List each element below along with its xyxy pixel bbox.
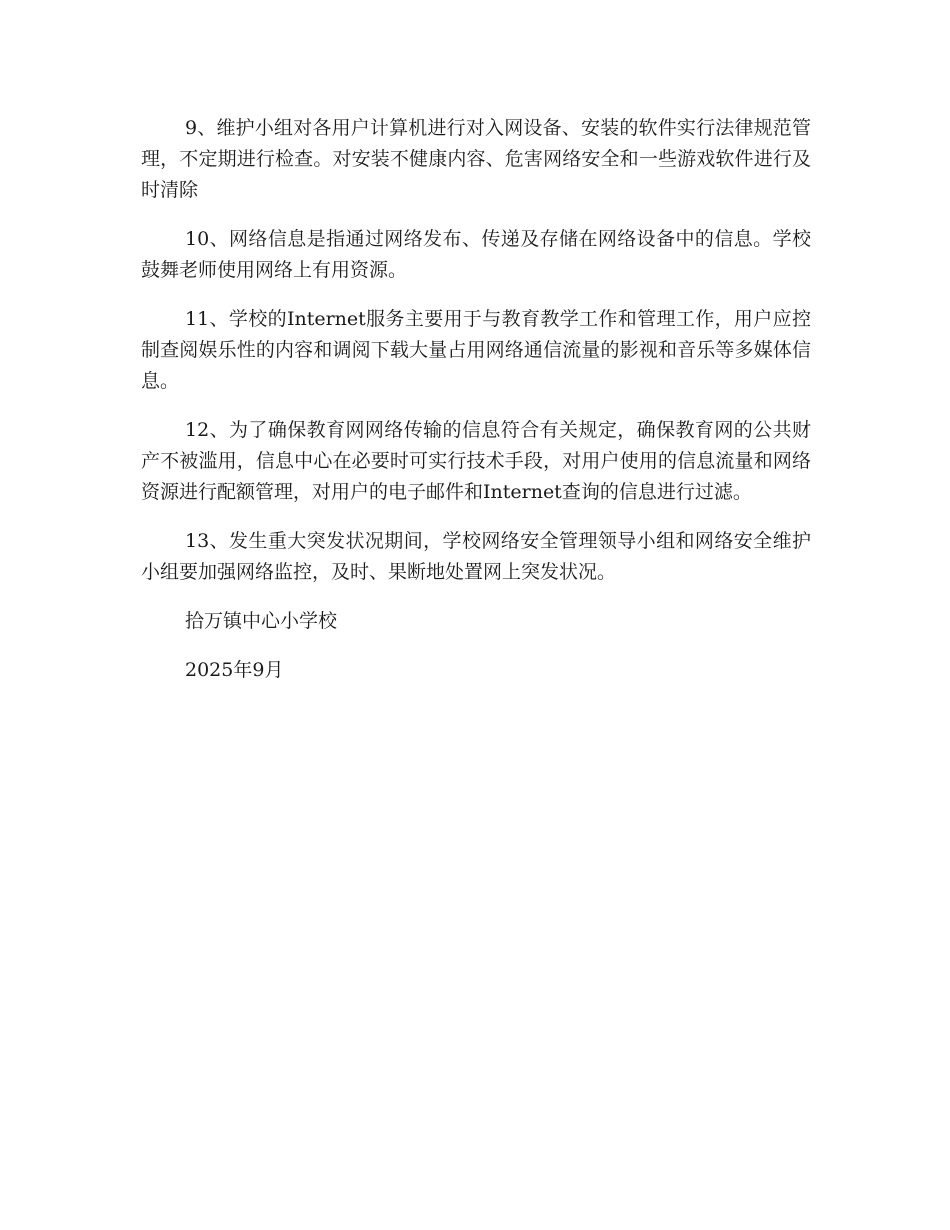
paragraph-11: 11、学校的Internet服务主要用于与教育教学工作和管理工作，用户应控制查阅娱乐性的内容和调阅下载大量占用网络通信流量的影视和音乐等多媒体信息。	[141, 308, 811, 392]
signature-org: 拾万镇中心小学校	[185, 610, 338, 632]
signature-date: 2025年9月	[185, 659, 284, 681]
paragraph-10: 10、网络信息是指通过网络发布、传递及存储在网络设备中的信息。学校鼓舞老师使用网络上有用资源。	[141, 228, 811, 281]
paragraph-12: 12、为了确保教育网网络传输的信息符合有关规定，确保教育网的公共财产不被滥用，信息中心在必要时可实行技术手段，对用户使用的信息流量和网络资源进行配额管理，对用户的电子邮件和Internet查询的信息进行过滤。	[141, 419, 811, 503]
paragraph-9: 9、维护小组对各用户计算机进行对入网设备、安装的软件实行法律规范管理，不定期进行检查。对安装不健康内容、危害网络安全和一些游戏软件进行及时清除	[141, 117, 811, 201]
paragraph-13: 13、发生重大突发状况期间，学校网络安全管理领导小组和网络安全维护小组要加强网络监控，及时、果断地处置网上突发状况。	[141, 530, 811, 583]
document-body	[141, 113, 811, 704]
